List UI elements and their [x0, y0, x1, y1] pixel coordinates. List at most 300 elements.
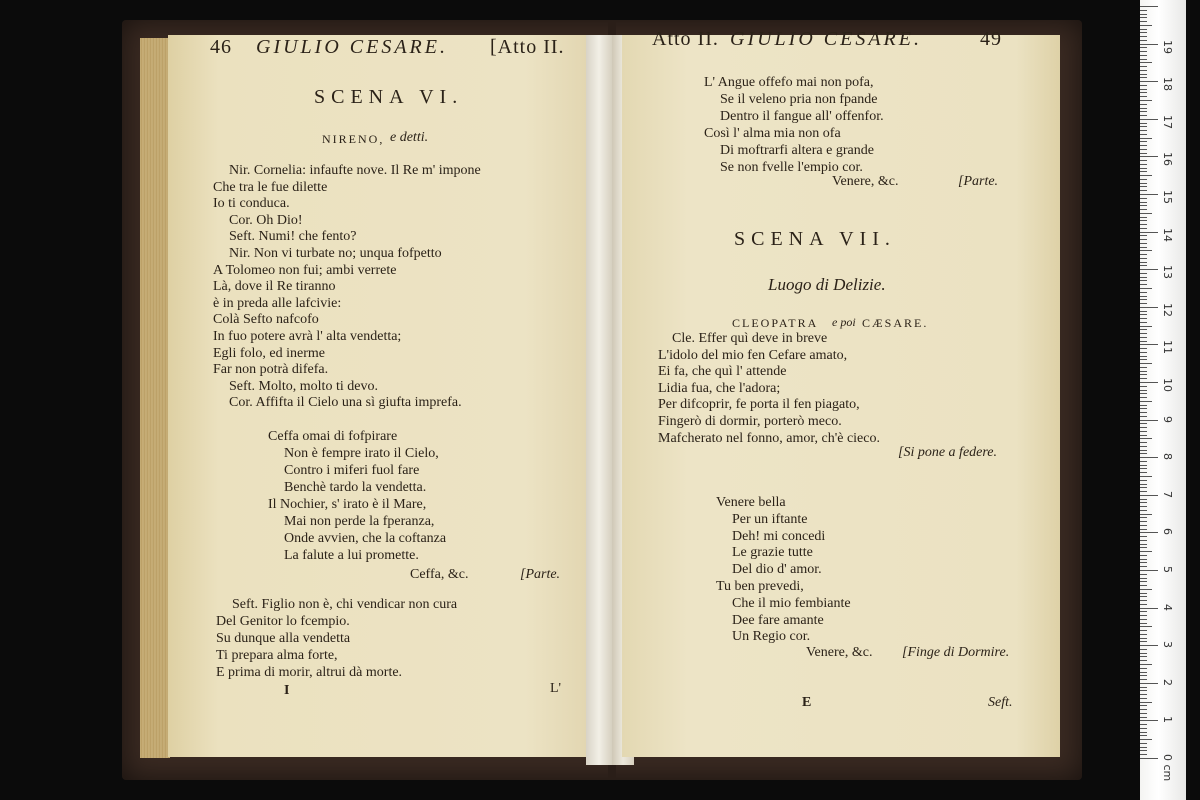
ruler-tick	[1140, 728, 1147, 729]
left-page-number: 46	[210, 36, 232, 58]
ruler-tick	[1140, 517, 1147, 518]
ruler-tick	[1140, 735, 1147, 736]
ruler-tick	[1140, 562, 1147, 563]
gutter-paper-strip	[586, 35, 612, 765]
ruler-tick	[1140, 224, 1147, 225]
ruler-tick	[1140, 672, 1147, 673]
ruler-tick	[1140, 660, 1147, 661]
verse-line: Benchè tardo la vendetta.	[284, 480, 427, 495]
ruler-tick	[1140, 600, 1147, 601]
ruler-tick	[1140, 44, 1158, 45]
ruler-tick	[1140, 559, 1147, 560]
right-act-label: Atto II.	[652, 28, 719, 50]
ruler-tick	[1140, 269, 1158, 270]
ruler-tick	[1140, 220, 1147, 221]
ruler-tick	[1140, 228, 1147, 229]
ruler-tick	[1140, 717, 1147, 718]
verse-line: Che il mio fembiante	[732, 595, 851, 611]
ruler-label: 6	[1161, 528, 1174, 536]
ruler-tick	[1140, 529, 1147, 530]
verse-line: Per difcoprir, fe porta il fen piagato,	[658, 397, 860, 413]
ruler-tick	[1140, 435, 1147, 436]
ruler-tick	[1140, 382, 1158, 383]
ruler-tick	[1140, 405, 1147, 406]
ruler-tick	[1140, 17, 1147, 18]
ruler-tick	[1140, 705, 1147, 706]
exit-direction: [Parte.	[520, 567, 561, 582]
ruler-label: 5	[1161, 566, 1174, 573]
scene-characters-rest: e detti.	[390, 130, 429, 145]
ruler-tick	[1140, 427, 1147, 428]
ruler-tick	[1140, 499, 1147, 500]
ruler-tick	[1140, 74, 1147, 75]
ruler-tick	[1140, 397, 1147, 398]
verse-line: Così l' alma mia non ofa	[704, 126, 841, 141]
ruler-tick	[1140, 506, 1147, 507]
ruler-tick	[1140, 81, 1158, 82]
ruler-tick	[1140, 623, 1147, 624]
ruler-label: 2	[1161, 678, 1174, 686]
ruler-tick	[1140, 739, 1152, 740]
ruler-tick	[1140, 59, 1147, 60]
ruler-tick	[1140, 615, 1147, 616]
aria-end: Ceffa, &c.	[410, 567, 469, 582]
ruler-tick	[1140, 374, 1147, 375]
ruler-label: 0 cm	[1161, 754, 1174, 782]
ruler-tick	[1140, 307, 1158, 308]
ruler-tick	[1140, 589, 1152, 590]
ruler-tick	[1140, 687, 1147, 688]
ruler-tick	[1140, 431, 1147, 432]
verse-line: Deh! mi concedi	[732, 528, 826, 544]
ruler-label: 10	[1161, 378, 1174, 392]
ruler-tick	[1140, 664, 1152, 665]
ruler-tick	[1140, 675, 1147, 676]
verse-line: Il Nochier, s' irato è il Mare,	[268, 497, 427, 512]
verse-line: Ei fa, che quì l' attende	[658, 364, 787, 380]
ruler-tick	[1140, 502, 1147, 503]
exit-direction: [Parte.	[958, 174, 999, 189]
ruler-tick	[1140, 371, 1147, 372]
stage-direction: [Si pone a federe.	[898, 445, 998, 460]
verse-line: Se non fvelle l'empio cor.	[720, 160, 863, 175]
ruler-tick	[1140, 698, 1147, 699]
ruler-tick	[1140, 235, 1147, 236]
ruler-tick	[1140, 205, 1147, 206]
ruler-tick	[1140, 326, 1152, 327]
left-act-label: [Atto II.	[490, 36, 565, 58]
ruler-tick	[1140, 29, 1147, 30]
ruler-tick	[1140, 183, 1147, 184]
ruler-tick	[1140, 465, 1147, 466]
ruler-tick	[1140, 480, 1147, 481]
ruler-tick	[1140, 232, 1158, 233]
ruler-tick	[1140, 311, 1147, 312]
ruler-tick	[1140, 186, 1147, 187]
ruler-tick	[1140, 164, 1147, 165]
ruler-label: 16	[1161, 152, 1174, 167]
ruler-tick	[1140, 596, 1147, 597]
ruler-tick	[1140, 36, 1147, 37]
ruler-tick	[1140, 461, 1147, 462]
verse-line: Fingerò di dormir, porterò meco.	[658, 414, 842, 429]
scene-characters-name-2: CÆSARE.	[862, 316, 929, 330]
ruler-tick	[1140, 100, 1152, 101]
verse-line: Onde avvien, che la coftanza	[284, 531, 447, 546]
catchword: L'	[550, 681, 562, 696]
ruler-label: 9	[1161, 415, 1174, 423]
ruler-tick	[1140, 668, 1147, 669]
ruler-tick	[1140, 70, 1147, 71]
ruler-tick	[1140, 111, 1147, 112]
ruler-tick	[1140, 453, 1147, 454]
verse-line: La falute a lui promette.	[284, 548, 419, 563]
ruler-tick	[1140, 649, 1147, 650]
ruler-tick	[1140, 653, 1147, 654]
ruler-tick	[1140, 356, 1147, 357]
ruler-tick	[1140, 416, 1147, 417]
ruler-tick	[1140, 130, 1147, 131]
left-page	[168, 35, 588, 757]
ruler-tick	[1140, 202, 1147, 203]
ruler-tick	[1140, 156, 1158, 157]
ruler-tick	[1140, 337, 1147, 338]
verse-line: Cor. Oh Dio!	[229, 212, 303, 228]
verse-line: è in preda alle lafcivie:	[213, 295, 342, 311]
ruler-tick	[1140, 14, 1147, 15]
ruler-tick	[1140, 348, 1147, 349]
ruler-tick	[1140, 265, 1147, 266]
verse-line: Mai non perde la fperanza,	[284, 514, 435, 529]
ruler-label: 11	[1161, 340, 1174, 355]
ruler-label: 8	[1161, 453, 1174, 461]
ruler-label: 12	[1161, 302, 1174, 317]
ruler-tick	[1140, 593, 1147, 594]
ruler-tick	[1140, 457, 1158, 458]
verse-line: Io ti conduca.	[213, 196, 290, 212]
ruler-tick	[1140, 104, 1147, 105]
verse-line: Se il veleno pria non fpande	[720, 92, 878, 107]
right-running-title: GIULIO CESARE.	[730, 28, 922, 50]
ruler-tick	[1140, 254, 1147, 255]
ruler-tick	[1140, 66, 1147, 67]
ruler-tick	[1140, 363, 1152, 364]
ruler-tick	[1140, 450, 1147, 451]
verse-line: Per un iftante	[732, 511, 808, 527]
verse-line: Cle. Effer quì deve in breve	[672, 331, 828, 346]
ruler-tick	[1140, 153, 1147, 154]
verse-line: Egli folo, ed inerme	[213, 345, 325, 361]
ruler-tick	[1140, 634, 1147, 635]
ruler-tick	[1140, 532, 1158, 533]
aria-end-2: Venere, &c.	[806, 645, 873, 660]
ruler-tick	[1140, 690, 1147, 691]
ruler-tick	[1140, 472, 1147, 473]
ruler-tick	[1140, 280, 1147, 281]
ruler-tick	[1140, 145, 1147, 146]
ruler-tick	[1140, 694, 1147, 695]
ruler-tick	[1140, 679, 1147, 680]
ruler-tick	[1140, 378, 1147, 379]
ruler-tick	[1140, 446, 1147, 447]
ruler-tick	[1140, 758, 1158, 759]
ruler-label: 19	[1161, 39, 1174, 54]
ruler-tick	[1140, 570, 1158, 571]
ruler-tick	[1140, 484, 1147, 485]
ruler-tick	[1140, 638, 1147, 639]
verse-line: Tu ben prevedi,	[716, 579, 804, 594]
ruler-tick	[1140, 21, 1147, 22]
verse-line: Ti prepara alma forte,	[216, 648, 338, 663]
signature-mark: I	[284, 683, 290, 698]
verse-line: Un Regio cor.	[732, 629, 811, 645]
ruler-tick	[1140, 578, 1147, 579]
ruler-tick	[1140, 85, 1147, 86]
ruler-tick	[1140, 683, 1158, 684]
ruler-tick	[1140, 438, 1152, 439]
ruler-tick	[1140, 284, 1147, 285]
verse-line: Nir. Cornelia: infaufte nove. Il Re m' impone	[229, 163, 481, 178]
scene-title: SCENA VII.	[734, 228, 896, 250]
ruler-tick	[1140, 47, 1147, 48]
verse-line: Che tra le fue dilette	[213, 179, 328, 195]
verse-line: L' Angue offefo mai non pofa,	[704, 75, 874, 90]
ruler-tick	[1140, 713, 1147, 714]
ruler-tick	[1140, 141, 1147, 142]
ruler-tick	[1140, 732, 1147, 733]
ruler-tick	[1140, 179, 1147, 180]
verse-line: Là, dove il Re tiranno	[213, 279, 336, 295]
verse-line: Colà Sefto nafcofo	[213, 312, 319, 328]
ruler-tick	[1140, 408, 1147, 409]
ruler-tick	[1140, 288, 1152, 289]
verse-line: Mafcherato nel fonno, amor, ch'è cieco.	[658, 430, 880, 446]
catchword: Seft.	[988, 695, 1013, 710]
verse-line: L'idolo del mio fen Cefare amato,	[658, 347, 848, 363]
ruler-tick	[1140, 547, 1147, 548]
ruler-tick	[1140, 724, 1147, 725]
ruler-tick	[1140, 747, 1147, 748]
ruler-tick	[1140, 393, 1147, 394]
verse-line: A Tolomeo non fui; ambi verrete	[213, 262, 397, 278]
ruler-tick	[1140, 217, 1147, 218]
ruler-tick	[1140, 138, 1152, 139]
ruler-tick	[1140, 273, 1147, 274]
stage-direction-2: [Finge di Dormire.	[902, 645, 1010, 660]
verse-line: In fuo potere avrà l' alta vendetta;	[213, 329, 402, 344]
ruler-tick	[1140, 514, 1152, 515]
ruler-label: 7	[1161, 490, 1174, 498]
ruler-label: 3	[1161, 641, 1174, 649]
ruler-tick	[1140, 608, 1158, 609]
verse-line: E prima di morir, altrui dà morte.	[216, 665, 403, 680]
verse-line: Contro i miferi fuol fare	[284, 463, 420, 478]
ruler-tick	[1140, 401, 1152, 402]
ruler-label: 17	[1161, 114, 1174, 129]
ruler-tick	[1140, 77, 1147, 78]
ruler-tick	[1140, 754, 1147, 755]
aria-end: Venere, &c.	[832, 174, 899, 189]
ruler-tick	[1140, 525, 1147, 526]
ruler-tick	[1140, 442, 1147, 443]
verse-line: Venere bella	[716, 495, 786, 510]
scene-characters-mid: e poi	[832, 315, 856, 329]
ruler-tick	[1140, 641, 1147, 642]
ruler-tick	[1140, 32, 1147, 33]
measurement-ruler	[1140, 0, 1186, 800]
ruler-tick	[1140, 540, 1147, 541]
ruler-tick	[1140, 551, 1152, 552]
ruler-tick	[1140, 390, 1147, 391]
ruler-label: 1	[1161, 716, 1174, 724]
ruler-tick	[1140, 239, 1147, 240]
ruler-tick	[1140, 40, 1147, 41]
ruler-tick	[1140, 333, 1147, 334]
ruler-tick	[1140, 521, 1147, 522]
ruler-tick	[1140, 303, 1147, 304]
ruler-tick	[1140, 115, 1147, 116]
ruler-tick	[1140, 10, 1147, 11]
ruler-tick	[1140, 299, 1147, 300]
ruler-tick	[1140, 119, 1158, 120]
ruler-tick	[1140, 258, 1147, 259]
ruler-tick	[1140, 190, 1147, 191]
ruler-tick	[1140, 213, 1152, 214]
ruler-tick	[1140, 630, 1147, 631]
ruler-tick	[1140, 247, 1147, 248]
ruler-tick	[1140, 566, 1147, 567]
ruler-tick	[1140, 314, 1147, 315]
ruler-tick	[1140, 25, 1152, 26]
verse-line: Seft. Molto, molto ti devo.	[229, 378, 378, 394]
ruler-tick	[1140, 487, 1147, 488]
ruler-tick	[1140, 341, 1147, 342]
ruler-tick	[1140, 386, 1147, 387]
ruler-tick	[1140, 702, 1152, 703]
verse-line: Seft. Figlio non è, chi vendicar non cura	[232, 597, 458, 612]
ruler-tick	[1140, 55, 1147, 56]
ruler-tick	[1140, 544, 1147, 545]
verse-line: Nir. Non vi turbate no; unqua fofpetto	[229, 246, 442, 261]
right-page	[622, 28, 1060, 757]
ruler-label: 18	[1161, 77, 1174, 92]
ruler-tick	[1140, 209, 1147, 210]
ruler-tick	[1140, 108, 1147, 109]
ruler-tick	[1140, 743, 1147, 744]
ruler-tick	[1140, 89, 1147, 90]
scene-characters-name: CLEOPATRA	[732, 316, 819, 330]
ruler-tick	[1140, 96, 1147, 97]
ruler-tick	[1140, 322, 1147, 323]
ruler-tick	[1140, 645, 1158, 646]
ruler-tick	[1140, 168, 1147, 169]
verse-line: Non è fempre irato il Cielo,	[284, 446, 439, 461]
ruler-tick	[1140, 175, 1152, 176]
ruler-label: 13	[1161, 265, 1174, 280]
ruler-tick	[1140, 495, 1158, 496]
ruler-tick	[1140, 149, 1147, 150]
ruler-tick	[1140, 262, 1147, 263]
ruler-label: 4	[1161, 603, 1174, 611]
ruler-tick	[1140, 277, 1147, 278]
ruler-tick	[1140, 367, 1147, 368]
scene-title: SCENA VI.	[314, 86, 464, 108]
left-running-title: GIULIO CESARE.	[256, 36, 448, 58]
verse-line: Ceffa omai di fofpirare	[268, 429, 398, 444]
ruler-tick	[1140, 318, 1147, 319]
verse-line: Dee fare amante	[732, 612, 824, 628]
ruler-tick	[1140, 62, 1152, 63]
ruler-tick	[1140, 585, 1147, 586]
ruler-tick	[1140, 359, 1147, 360]
ruler-tick	[1140, 709, 1147, 710]
ruler-tick	[1140, 555, 1147, 556]
verse-line: Su dunque alla vendetta	[216, 631, 351, 646]
ruler-tick	[1140, 329, 1147, 330]
ruler-tick	[1140, 604, 1147, 605]
ruler-tick	[1140, 344, 1158, 345]
verse-line: Far non potrà difefa.	[213, 362, 329, 378]
ruler-tick	[1140, 476, 1152, 477]
verse-line: Del Genitor lo fcempio.	[216, 614, 350, 629]
page-edges	[140, 38, 170, 758]
ruler-tick	[1140, 243, 1147, 244]
verse-line: Lidia fua, che l'adora;	[658, 380, 781, 396]
ruler-tick	[1140, 250, 1152, 251]
ruler-tick	[1140, 750, 1147, 751]
ruler-tick	[1140, 619, 1147, 620]
verse-line: Del dio d' amor.	[732, 562, 822, 578]
ruler-tick	[1140, 296, 1147, 297]
ruler-tick	[1140, 574, 1147, 575]
ruler-tick	[1140, 198, 1147, 199]
ruler-tick	[1140, 491, 1147, 492]
ruler-tick	[1140, 160, 1147, 161]
ruler-tick	[1140, 123, 1147, 124]
ruler-tick	[1140, 126, 1147, 127]
ruler-tick	[1140, 6, 1158, 7]
verse-line: Le grazie tutte	[732, 545, 813, 561]
right-page-number: 49	[980, 28, 1002, 50]
ruler-tick	[1140, 51, 1147, 52]
verse-line: Cor. Affifta il Cielo una sì giufta imprefa.	[229, 395, 462, 411]
ruler-tick	[1140, 420, 1158, 421]
verse-line: Dentro il fangue all' offenfor.	[720, 109, 884, 124]
ruler-tick	[1140, 171, 1147, 172]
ruler-tick	[1140, 194, 1158, 195]
ruler-tick	[1140, 92, 1147, 93]
ruler-tick	[1140, 352, 1147, 353]
ruler-label: 15	[1161, 190, 1174, 204]
ruler-tick	[1140, 720, 1158, 721]
ruler-tick	[1140, 292, 1147, 293]
ruler-tick	[1140, 611, 1147, 612]
ruler-tick	[1140, 656, 1147, 657]
ruler-tick	[1140, 412, 1147, 413]
scene-characters-name: NIRENO,	[322, 132, 385, 146]
ruler-tick	[1140, 134, 1147, 135]
ruler-tick	[1140, 510, 1147, 511]
signature-mark: E	[802, 695, 812, 710]
ruler-tick	[1140, 536, 1147, 537]
verse-line: Seft. Numi! che fento?	[229, 229, 357, 245]
ruler-label: 14	[1161, 227, 1174, 242]
ruler-tick	[1140, 468, 1147, 469]
verse-line: Di moftrarfi altera e grande	[720, 143, 874, 158]
ruler-tick	[1140, 626, 1152, 627]
scene-setting: Luogo di Delizie.	[768, 275, 886, 294]
ruler-tick	[1140, 581, 1147, 582]
